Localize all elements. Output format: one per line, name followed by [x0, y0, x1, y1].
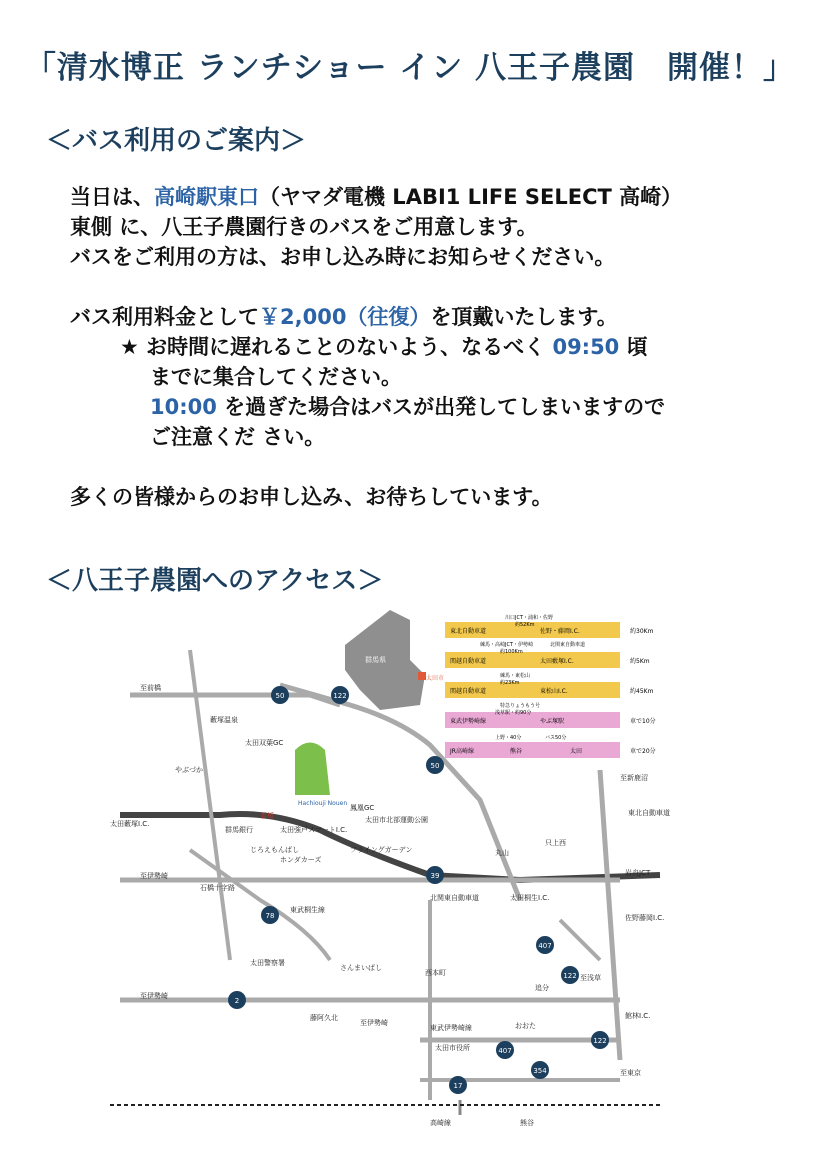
route-marker-2: 122	[333, 692, 347, 700]
label-yabuzuka-onsen: 藪塚温泉	[210, 716, 238, 724]
logo-text: Hachiouji Nouen	[298, 800, 348, 807]
label-flying-garden: フライングガーデン	[350, 846, 413, 854]
route-panel	[445, 614, 656, 758]
route-marker-8: 122	[563, 972, 577, 980]
route-marker-5: 78	[265, 912, 275, 920]
label-tohoku-exp: 東北自動車道	[628, 809, 670, 817]
route-marker-3: 50	[430, 762, 440, 770]
route-2-dist: 約100Km	[500, 649, 523, 655]
bus-guide-body	[70, 182, 790, 512]
label-kita-kanto: 北関東自動車道	[430, 894, 479, 902]
route-2-top: 練馬・高崎JCT・伊勢崎	[480, 642, 534, 648]
label-houou-gc: 鳳凰GC	[350, 804, 375, 812]
label-isesaki-2: 至伊勢崎	[140, 992, 168, 1000]
bus-line-2: 東側 に、八王子農園行きのバスをご用意します。	[70, 215, 538, 239]
route-marker-1: 50	[275, 692, 285, 700]
label-sakabu: 追分	[535, 984, 549, 992]
route-3-dist: 約23Km	[500, 680, 520, 686]
route-marker-6: 2	[234, 997, 240, 1005]
route-marker-10: 354	[533, 1067, 547, 1075]
bus-fee-line: バス利用料金として￥2,000（往復）を頂戴いたします。	[70, 305, 618, 329]
route-3-to: 東松山I.C.	[540, 688, 568, 695]
hachiouji-nouen-logo	[295, 743, 347, 808]
route-marker-12: 122	[593, 1037, 607, 1045]
label-tobu-isesaki: 東武伊勢崎線	[430, 1024, 472, 1032]
route-4-top: 特急りょうもう号	[500, 703, 541, 709]
label-fujiakuhoku: 藤阿久北	[310, 1014, 338, 1022]
label-ota-police: 太田警察署	[250, 959, 285, 967]
label-ota-cityhall: 太田市役所	[435, 1044, 470, 1052]
page-title: 「清水博正 ランチショー イン 八王子農園 開催！」	[24, 50, 796, 86]
route-1-dist: 約52Km	[515, 622, 535, 628]
route-3-after: 約45Km	[630, 688, 654, 695]
label-ota-sobagc: 太田双葉GC	[245, 739, 284, 747]
label-maruyama: 丸山	[495, 849, 509, 857]
label-hokubu-park: 太田市北部運動公園	[365, 816, 428, 824]
ota-label: 太田市	[426, 675, 445, 682]
bus-note-4: ご注意くだ さい。	[150, 425, 326, 449]
label-maebashi: 至前橋	[140, 684, 161, 692]
label-isesaki-3: 至伊勢崎	[360, 1019, 388, 1027]
route-4-from: 東武伊勢崎線	[450, 718, 487, 725]
route-3-from: 関越自動車道	[450, 688, 487, 695]
access-map-svg	[100, 600, 740, 1140]
route-5-top: 上野・40分	[495, 735, 522, 741]
label-ota-kiryu-smart: 太田強戸スマートI.C.	[280, 826, 348, 834]
label-jiroemon: じろえもんばし	[250, 846, 299, 854]
bus-note-1: ★ お時間に遅れることのないよう、なるべく 09:50 頃	[120, 335, 648, 359]
route-5-mid: バス50分	[545, 735, 567, 741]
label-iwafune: 岩舟JCT	[625, 869, 651, 877]
label-ishibashi: 石橋十字路	[200, 884, 235, 892]
route-4-to: やぶ塚駅	[540, 718, 565, 725]
route-1-after: 約30Km	[630, 628, 654, 635]
label-tatebayashi-ic: 館林I.C.	[625, 1012, 651, 1020]
route-marker-11: 17	[453, 1082, 463, 1090]
route-1-from: 東北自動車道	[450, 628, 487, 635]
bus-note-3: 10:00 を過ぎた場合はバスが出発してしまいますので	[150, 395, 666, 419]
label-honda: ホンダカーズ	[280, 856, 322, 864]
prefecture-label: 群馬県	[365, 656, 386, 664]
label-nishihon: 西本町	[425, 969, 446, 977]
access-heading: ＜八王子農園へのアクセス＞	[46, 566, 384, 596]
label-tadakami: 只上西	[545, 839, 566, 847]
bus-note-2: までに集合してください。	[150, 365, 402, 389]
route-5-from: JR高崎線	[450, 748, 474, 755]
bus-closing: 多くの皆様からのお申し込み、お待ちしています。	[70, 485, 553, 509]
label-to-tokyo: 至東京	[620, 1069, 641, 1077]
label-gunma-bank: 群馬銀行	[225, 826, 253, 834]
route-2-from: 関越自動車道	[450, 658, 487, 665]
label-kanban: 看板	[260, 812, 274, 820]
label-sano-ic: 佐野藤岡I.C.	[625, 914, 665, 922]
bus-line-1: 当日は、高崎駅東口（ヤマダ電機 LABI1 LIFE SELECT 高崎）	[70, 185, 683, 209]
label-sanmai: さんまいばし	[340, 964, 382, 972]
label-oota: おおた	[515, 1022, 536, 1030]
label-to-shinkanuma: 至新鹿沼	[620, 774, 648, 782]
label-takasaki-line: 高崎線	[430, 1119, 451, 1127]
route-marker-9: 407	[498, 1047, 512, 1055]
ota-marker	[418, 672, 426, 680]
label-tobu-kiryu: 東武桐生線	[290, 906, 325, 914]
route-5-after: 車で20分	[630, 748, 656, 755]
route-marker-4: 39	[430, 872, 440, 880]
bus-line-3: バスをご利用の方は、お申し込み時にお知らせください。	[70, 245, 616, 269]
route-marker-7: 407	[538, 942, 552, 950]
access-map	[100, 600, 740, 1140]
label-to-asakusa: 至浅草	[580, 974, 601, 982]
route-2-top2: 北関東自動車道	[550, 642, 586, 648]
label-isesaki: 至伊勢崎	[140, 872, 168, 880]
route-5-to: 太田	[570, 748, 583, 755]
route-1-to: 佐野・藤岡I.C.	[540, 628, 580, 635]
route-4-top2: 浅草駅・約90分	[495, 710, 532, 716]
route-3-top: 練馬・東松山	[500, 673, 531, 679]
label-kumagaya: 熊谷	[520, 1119, 534, 1127]
route-4-after: 車で10分	[630, 718, 656, 725]
label-ota-yabuzuka-ic: 太田藪塚I.C.	[110, 820, 150, 828]
route-1-top: 川口JCT・浦和・佐野	[505, 615, 554, 621]
route-2-to: 太田藪塚I.C.	[540, 658, 574, 665]
route-2-after: 約5Km	[630, 658, 650, 665]
route-5-via: 熊谷	[510, 748, 523, 755]
label-ota-kiryu-ic: 太田桐生I.C.	[510, 894, 550, 902]
bus-guide-heading: ＜バス利用のご案内＞	[46, 126, 307, 156]
label-yabuzuka: やぶづか	[175, 766, 203, 774]
